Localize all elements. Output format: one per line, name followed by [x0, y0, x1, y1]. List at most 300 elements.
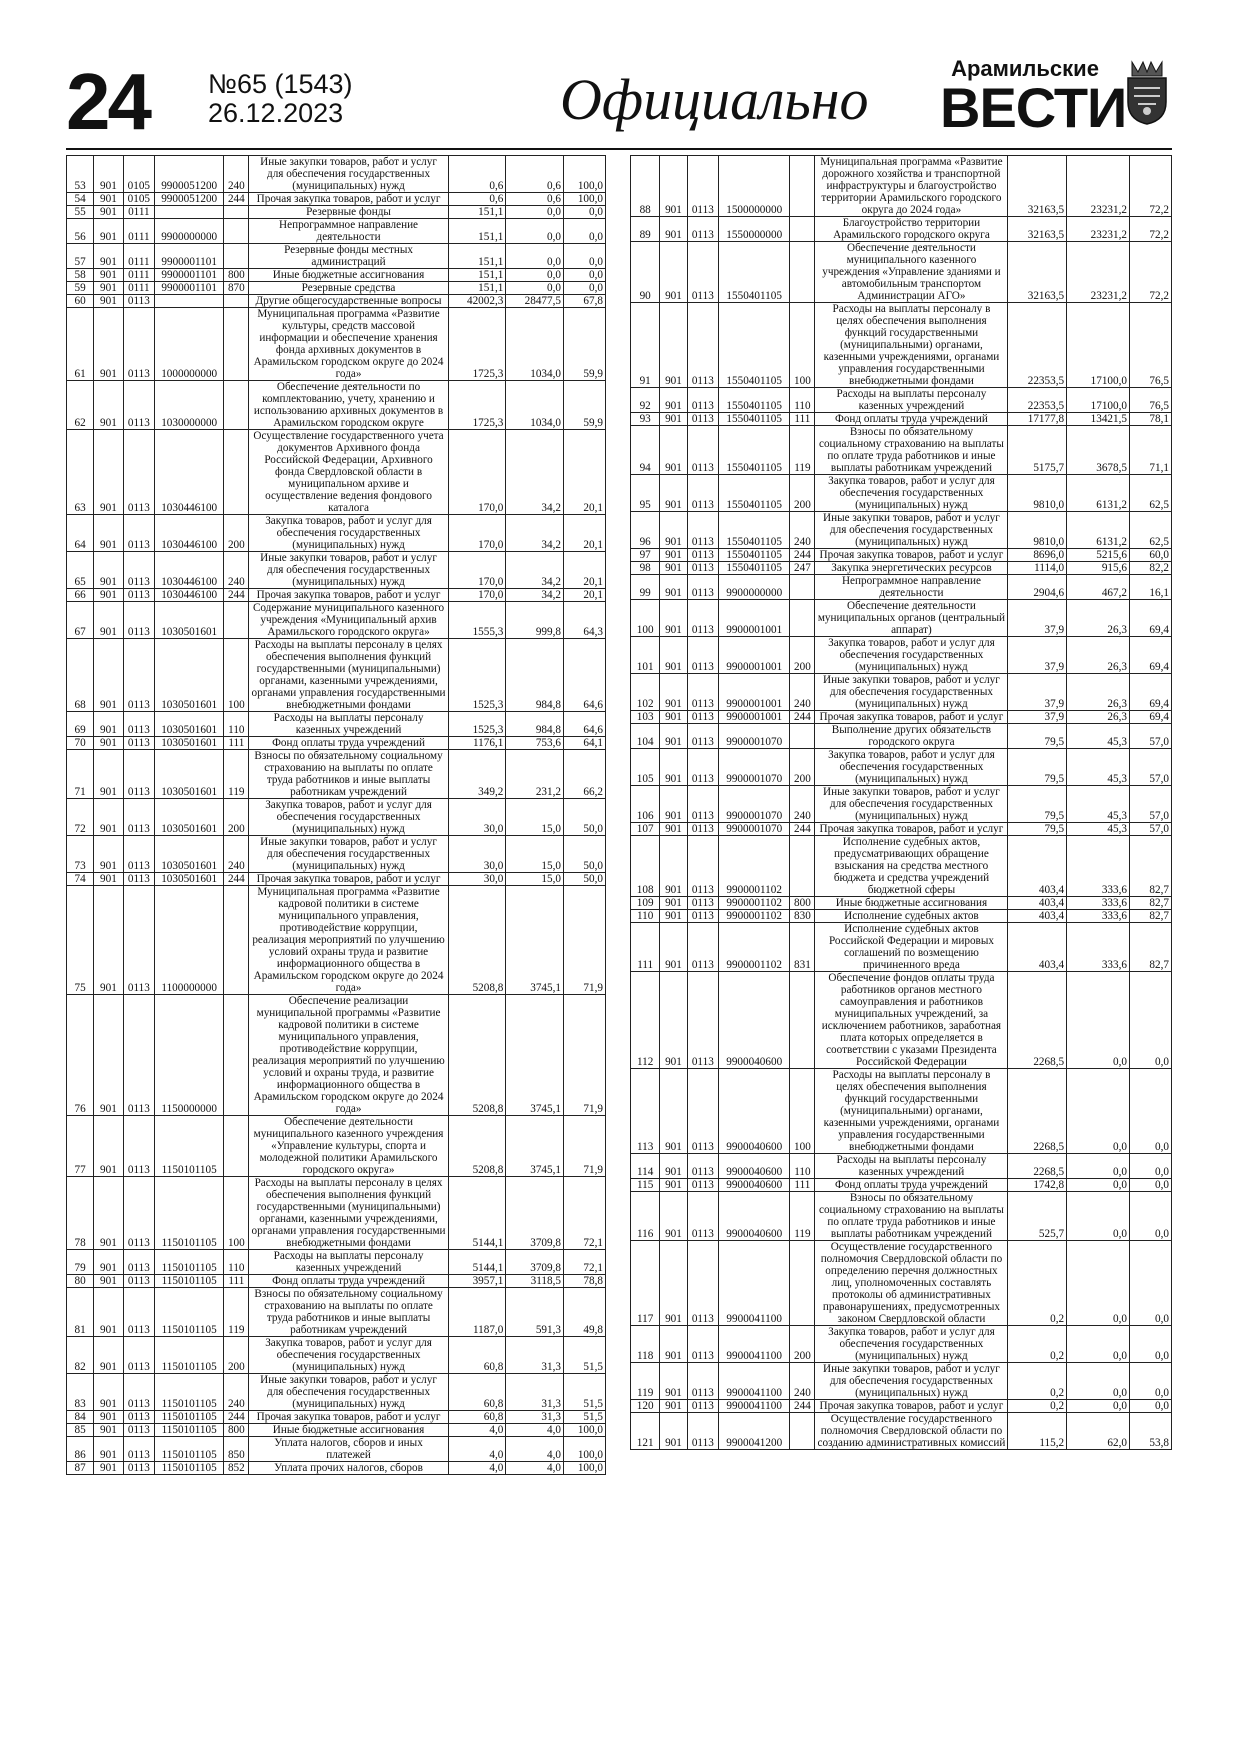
executed-amount: 26,3 — [1067, 711, 1130, 724]
section-code: 0113 — [687, 786, 718, 823]
section-code: 0105 — [123, 193, 154, 206]
execution-percent: 51,5 — [564, 1374, 606, 1411]
item-name: Обеспечение деятельности по комплектованию, учету, хранению и использованию архивных документов в Арамильском городском округе — [249, 381, 448, 430]
table-row — [67, 995, 606, 1116]
section-code: 0113 — [687, 823, 718, 836]
executed-amount: 0,0 — [1067, 1326, 1130, 1363]
item-name: Взносы по обязательному социальному страхованию на выплаты по оплате труда работников и иные выплаты работникам учреждений — [249, 1288, 448, 1337]
target-article-code: 1550401105 — [719, 388, 790, 413]
executed-amount: 31,3 — [506, 1374, 564, 1411]
planned-amount: 0,2 — [1008, 1241, 1067, 1326]
table-row — [67, 156, 606, 193]
item-name: Расходы на выплаты персоналу в целях обеспечения выполнения функций государственными (муниципальными) органами, казенными учреждениями, органами управления государственными внебюджетными фондами — [815, 303, 1008, 388]
target-article-code: 1030501601 — [155, 750, 224, 799]
execution-percent: 69,4 — [1130, 637, 1172, 674]
item-name: Фонд оплаты труда учреждений — [249, 1275, 448, 1288]
expense-type-code: 100 — [790, 1069, 815, 1154]
item-name: Фонд оплаты труда учреждений — [815, 1179, 1008, 1192]
admin-code: 901 — [94, 712, 123, 737]
expense-type-code: 119 — [790, 426, 815, 475]
target-article-code: 1150101105 — [155, 1462, 224, 1475]
execution-percent: 20,1 — [564, 589, 606, 602]
target-article-code — [155, 206, 224, 219]
target-article-code: 1550401105 — [719, 303, 790, 388]
executed-amount: 1034,0 — [506, 381, 564, 430]
row-number: 68 — [67, 639, 94, 712]
section-code: 0113 — [687, 1413, 718, 1450]
planned-amount: 9810,0 — [1008, 512, 1067, 549]
section-code: 0111 — [123, 269, 154, 282]
executed-amount: 6131,2 — [1067, 512, 1130, 549]
row-number: 102 — [631, 674, 660, 711]
budget-table-left — [66, 155, 606, 1475]
item-name: Резервные фонды — [249, 206, 448, 219]
target-article-code: 1150000000 — [155, 995, 224, 1116]
expense-type-code: 244 — [224, 1411, 249, 1424]
target-article-code: 1030000000 — [155, 381, 224, 430]
planned-amount: 115,2 — [1008, 1413, 1067, 1450]
target-article-code: 9900001102 — [719, 923, 790, 972]
item-name: Осуществление государственного полномочия Свердловской области по определению перечня должностных лиц, уполномоченных составлять протоколы об административных правонарушениях, предусмотренных законом Свердловской области — [815, 1241, 1008, 1326]
planned-amount: 2904,6 — [1008, 575, 1067, 600]
target-article-code: 9900000000 — [719, 575, 790, 600]
section-code: 0113 — [123, 639, 154, 712]
target-article-code: 1030501601 — [155, 639, 224, 712]
executed-amount: 467,2 — [1067, 575, 1130, 600]
target-article-code: 1150101105 — [155, 1275, 224, 1288]
planned-amount: 42002,3 — [448, 295, 506, 308]
target-article-code: 1030501601 — [155, 873, 224, 886]
section-code: 0113 — [687, 512, 718, 549]
expense-type-code: 240 — [790, 674, 815, 711]
expense-type-code: 111 — [224, 1275, 249, 1288]
table-row — [67, 430, 606, 515]
planned-amount: 0,2 — [1008, 1400, 1067, 1413]
issue-number: №65 (1543) — [208, 69, 353, 99]
executed-amount: 62,0 — [1067, 1413, 1130, 1450]
planned-amount: 30,0 — [448, 873, 506, 886]
executed-amount: 28477,5 — [506, 295, 564, 308]
section-code: 0113 — [687, 910, 718, 923]
admin-code: 901 — [94, 193, 123, 206]
executed-amount: 3745,1 — [506, 995, 564, 1116]
executed-amount: 0,0 — [506, 244, 564, 269]
issue-date: 26.12.2023 — [208, 98, 344, 128]
execution-percent: 0,0 — [564, 282, 606, 295]
item-name: Благоустройство территории Арамильского городского округа — [815, 217, 1008, 242]
table-row — [631, 388, 1172, 413]
section-code: 0113 — [123, 430, 154, 515]
execution-percent: 72,2 — [1130, 242, 1172, 303]
section-code: 0113 — [687, 923, 718, 972]
expense-type-code: 200 — [224, 799, 249, 836]
planned-amount: 151,1 — [448, 269, 506, 282]
executed-amount: 0,0 — [1067, 1192, 1130, 1241]
execution-percent: 0,0 — [1130, 1400, 1172, 1413]
page-number: 24 — [66, 57, 149, 146]
section-code: 0113 — [123, 1177, 154, 1250]
target-article-code: 1550000000 — [719, 217, 790, 242]
admin-code: 901 — [660, 972, 687, 1069]
item-name: Осуществление государственного полномочия Свердловской области по созданию административных комиссий — [815, 1413, 1008, 1450]
admin-code: 901 — [94, 1374, 123, 1411]
table-row — [67, 799, 606, 836]
item-name: Иные закупки товаров, работ и услуг для обеспечения государственных (муниципальных) нужд — [249, 1374, 448, 1411]
table-row — [67, 1462, 606, 1475]
row-number: 98 — [631, 562, 660, 575]
target-article-code: 9900001070 — [719, 749, 790, 786]
item-name: Иные закупки товаров, работ и услуг для обеспечения государственных (муниципальных) нужд — [815, 786, 1008, 823]
target-article-code: 1030446100 — [155, 589, 224, 602]
section-code: 0113 — [123, 1424, 154, 1437]
admin-code: 901 — [660, 1241, 687, 1326]
section-code: 0113 — [123, 1411, 154, 1424]
execution-percent: 0,0 — [564, 269, 606, 282]
executed-amount: 3678,5 — [1067, 426, 1130, 475]
planned-amount: 5144,1 — [448, 1177, 506, 1250]
executed-amount: 0,0 — [1067, 1069, 1130, 1154]
expense-type-code: 240 — [224, 836, 249, 873]
expense-type-code — [790, 156, 815, 217]
table-row — [631, 1400, 1172, 1413]
execution-percent: 59,9 — [564, 308, 606, 381]
executed-amount: 15,0 — [506, 799, 564, 836]
target-article-code: 9900001101 — [155, 244, 224, 269]
expense-type-code: 119 — [790, 1192, 815, 1241]
executed-amount: 231,2 — [506, 750, 564, 799]
target-article-code: 9900001102 — [719, 836, 790, 897]
row-number: 57 — [67, 244, 94, 269]
admin-code: 901 — [94, 589, 123, 602]
executed-amount: 0,0 — [506, 206, 564, 219]
item-name: Взносы по обязательному социальному страхованию на выплаты по оплате труда работников и иные выплаты работникам учреждений — [249, 750, 448, 799]
target-article-code: 1550401105 — [719, 242, 790, 303]
table-row — [631, 637, 1172, 674]
planned-amount: 22353,5 — [1008, 303, 1067, 388]
executed-amount: 915,6 — [1067, 562, 1130, 575]
execution-percent: 64,1 — [564, 737, 606, 750]
admin-code: 901 — [660, 1069, 687, 1154]
table-row — [67, 1250, 606, 1275]
expense-type-code — [790, 575, 815, 600]
execution-percent: 64,6 — [564, 712, 606, 737]
row-number: 58 — [67, 269, 94, 282]
executed-amount: 5215,6 — [1067, 549, 1130, 562]
executed-amount: 45,3 — [1067, 724, 1130, 749]
execution-percent: 0,0 — [1130, 972, 1172, 1069]
executed-amount: 26,3 — [1067, 637, 1130, 674]
target-article-code: 9900041100 — [719, 1400, 790, 1413]
table-row — [67, 1411, 606, 1424]
target-article-code: 9900040600 — [719, 1192, 790, 1241]
executed-amount: 45,3 — [1067, 786, 1130, 823]
execution-percent: 100,0 — [564, 1462, 606, 1475]
item-name: Непрограммное направление деятельности — [815, 575, 1008, 600]
table-row — [67, 836, 606, 873]
execution-percent: 71,9 — [564, 1116, 606, 1177]
admin-code: 901 — [94, 282, 123, 295]
planned-amount: 403,4 — [1008, 836, 1067, 897]
target-article-code: 9900001070 — [719, 786, 790, 823]
table-row — [67, 750, 606, 799]
item-name: Прочая закупка товаров, работ и услуг — [815, 823, 1008, 836]
execution-percent: 51,5 — [564, 1411, 606, 1424]
execution-percent: 66,2 — [564, 750, 606, 799]
table-row — [67, 193, 606, 206]
section-code: 0113 — [687, 303, 718, 388]
item-name: Расходы на выплаты персоналу казенных учреждений — [249, 1250, 448, 1275]
expense-type-code — [224, 886, 249, 995]
item-name: Расходы на выплаты персоналу казенных учреждений — [815, 1154, 1008, 1179]
execution-percent: 0,0 — [1130, 1154, 1172, 1179]
executed-amount: 34,2 — [506, 552, 564, 589]
table-row — [631, 1192, 1172, 1241]
row-number: 118 — [631, 1326, 660, 1363]
item-name: Иные закупки товаров, работ и услуг для обеспечения государственных (муниципальных) нужд — [249, 836, 448, 873]
executed-amount: 45,3 — [1067, 823, 1130, 836]
executed-amount: 3118,5 — [506, 1275, 564, 1288]
executed-amount: 17100,0 — [1067, 303, 1130, 388]
executed-amount: 15,0 — [506, 836, 564, 873]
section-code: 0113 — [687, 413, 718, 426]
executed-amount: 984,8 — [506, 639, 564, 712]
execution-percent: 100,0 — [564, 156, 606, 193]
planned-amount: 3957,1 — [448, 1275, 506, 1288]
item-name: Расходы на выплаты персоналу казенных учреждений — [249, 712, 448, 737]
admin-code: 901 — [660, 1413, 687, 1450]
target-article-code: 1030501601 — [155, 836, 224, 873]
admin-code: 901 — [94, 244, 123, 269]
admin-code: 901 — [660, 512, 687, 549]
expense-type-code — [224, 602, 249, 639]
item-name: Закупка товаров, работ и услуг для обеспечения государственных (муниципальных) нужд — [815, 749, 1008, 786]
item-name: Уплата налогов, сборов и иных платежей — [249, 1437, 448, 1462]
item-name: Закупка товаров, работ и услуг для обеспечения государственных (муниципальных) нужд — [249, 799, 448, 836]
row-number: 63 — [67, 430, 94, 515]
execution-percent: 62,5 — [1130, 512, 1172, 549]
execution-percent: 0,0 — [1130, 1326, 1172, 1363]
expense-type-code: 110 — [224, 712, 249, 737]
admin-code: 901 — [660, 923, 687, 972]
item-name: Расходы на выплаты персоналу в целях обеспечения выполнения функций государственными (муниципальными) органами, казенными учреждениями, органами управления государственными внебюджетными фондами — [249, 639, 448, 712]
executed-amount: 4,0 — [506, 1462, 564, 1475]
executed-amount: 4,0 — [506, 1437, 564, 1462]
expense-type-code: 100 — [790, 303, 815, 388]
execution-percent: 71,1 — [1130, 426, 1172, 475]
header-rule — [66, 148, 1172, 150]
executed-amount: 333,6 — [1067, 836, 1130, 897]
executed-amount: 23231,2 — [1067, 242, 1130, 303]
row-number: 106 — [631, 786, 660, 823]
planned-amount: 403,4 — [1008, 897, 1067, 910]
section-code: 0113 — [123, 515, 154, 552]
execution-percent: 69,4 — [1130, 711, 1172, 724]
item-name: Исполнение судебных актов — [815, 910, 1008, 923]
executed-amount: 23231,2 — [1067, 156, 1130, 217]
admin-code: 901 — [94, 873, 123, 886]
execution-percent: 78,8 — [564, 1275, 606, 1288]
admin-code: 901 — [660, 711, 687, 724]
planned-amount: 1176,1 — [448, 737, 506, 750]
table-row — [631, 426, 1172, 475]
section-code: 0113 — [687, 475, 718, 512]
execution-percent: 71,9 — [564, 995, 606, 1116]
expense-type-code: 244 — [790, 823, 815, 836]
row-number: 71 — [67, 750, 94, 799]
section-code: 0113 — [687, 1363, 718, 1400]
admin-code: 901 — [660, 1363, 687, 1400]
section-code: 0113 — [687, 156, 718, 217]
execution-percent: 82,7 — [1130, 910, 1172, 923]
admin-code: 901 — [94, 295, 123, 308]
executed-amount: 26,3 — [1067, 600, 1130, 637]
item-name: Осуществление государственного учета документов Архивного фонда Российской Федерации, Архивного фонда Свердловской области в муниципальном архиве и осуществление ведения фондового каталога — [249, 430, 448, 515]
row-number: 105 — [631, 749, 660, 786]
item-name: Расходы на выплаты персоналу казенных учреждений — [815, 388, 1008, 413]
executed-amount: 0,6 — [506, 156, 564, 193]
execution-percent: 69,4 — [1130, 600, 1172, 637]
row-number: 56 — [67, 219, 94, 244]
issue-info — [208, 70, 353, 128]
row-number: 88 — [631, 156, 660, 217]
item-name: Обеспечение деятельности муниципального казенного учреждения «Управление зданиями и автомобильным транспортом Администрации АГО» — [815, 242, 1008, 303]
row-number: 91 — [631, 303, 660, 388]
expense-type-code: 111 — [790, 413, 815, 426]
item-name: Закупка товаров, работ и услуг для обеспечения государственных (муниципальных) нужд — [815, 1326, 1008, 1363]
planned-amount: 0,2 — [1008, 1363, 1067, 1400]
planned-amount: 170,0 — [448, 552, 506, 589]
planned-amount: 151,1 — [448, 206, 506, 219]
admin-code: 901 — [660, 1192, 687, 1241]
execution-percent: 72,2 — [1130, 156, 1172, 217]
admin-code: 901 — [660, 823, 687, 836]
executed-amount: 34,2 — [506, 589, 564, 602]
planned-amount: 1114,0 — [1008, 562, 1067, 575]
table-row — [67, 1288, 606, 1337]
expense-type-code: 111 — [224, 737, 249, 750]
expense-type-code: 244 — [790, 711, 815, 724]
target-article-code: 9900040600 — [719, 1154, 790, 1179]
execution-percent: 72,2 — [1130, 217, 1172, 242]
admin-code: 901 — [660, 549, 687, 562]
expense-type-code: 244 — [790, 1400, 815, 1413]
target-article-code: 9900001101 — [155, 282, 224, 295]
expense-type-code: 200 — [224, 1337, 249, 1374]
section-code: 0113 — [123, 836, 154, 873]
expense-type-code: 850 — [224, 1437, 249, 1462]
planned-amount: 5144,1 — [448, 1250, 506, 1275]
execution-percent: 0,0 — [564, 219, 606, 244]
table-row — [67, 712, 606, 737]
target-article-code: 9900051200 — [155, 193, 224, 206]
target-article-code: 1150101105 — [155, 1337, 224, 1374]
executed-amount: 333,6 — [1067, 897, 1130, 910]
row-number: 90 — [631, 242, 660, 303]
table-row — [631, 711, 1172, 724]
planned-amount: 0,6 — [448, 193, 506, 206]
table-row — [67, 602, 606, 639]
expense-type-code — [790, 1241, 815, 1326]
execution-percent: 50,0 — [564, 836, 606, 873]
target-article-code: 9900001102 — [719, 910, 790, 923]
planned-amount: 37,9 — [1008, 711, 1067, 724]
table-row — [67, 206, 606, 219]
table-row — [631, 600, 1172, 637]
table-row — [67, 886, 606, 995]
target-article-code: 1100000000 — [155, 886, 224, 995]
expense-type-code: 800 — [224, 269, 249, 282]
executed-amount: 13421,5 — [1067, 413, 1130, 426]
executed-amount: 591,3 — [506, 1288, 564, 1337]
expense-type-code: 200 — [790, 749, 815, 786]
expense-type-code: 111 — [790, 1179, 815, 1192]
expense-type-code: 244 — [790, 549, 815, 562]
row-number: 121 — [631, 1413, 660, 1450]
executed-amount: 23231,2 — [1067, 217, 1130, 242]
admin-code: 901 — [660, 897, 687, 910]
expense-type-code — [224, 206, 249, 219]
execution-percent: 0,0 — [564, 244, 606, 269]
row-number: 82 — [67, 1337, 94, 1374]
section-code: 0113 — [123, 750, 154, 799]
table-row — [67, 1337, 606, 1374]
execution-percent: 82,7 — [1130, 923, 1172, 972]
admin-code: 901 — [660, 1179, 687, 1192]
expense-type-code: 240 — [224, 156, 249, 193]
item-name: Исполнение судебных актов Российской Федерации и мировых соглашений по возмещению причиненного вреда — [815, 923, 1008, 972]
admin-code: 901 — [660, 600, 687, 637]
expense-type-code: 200 — [790, 637, 815, 674]
execution-percent: 20,1 — [564, 515, 606, 552]
table-row — [67, 1275, 606, 1288]
row-number: 87 — [67, 1462, 94, 1475]
table-row — [631, 303, 1172, 388]
section-code: 0113 — [687, 575, 718, 600]
table-row — [631, 1363, 1172, 1400]
expense-type-code: 244 — [224, 589, 249, 602]
expense-type-code: 247 — [790, 562, 815, 575]
admin-code: 901 — [660, 786, 687, 823]
expense-type-code — [224, 995, 249, 1116]
expense-type-code: 119 — [224, 1288, 249, 1337]
item-name: Обеспечение деятельности муниципального казенного учреждения «Управление культуры, спорта и молодежной политики Арамильского городского округа» — [249, 1116, 448, 1177]
expense-type-code — [224, 430, 249, 515]
table-row — [631, 575, 1172, 600]
row-number: 109 — [631, 897, 660, 910]
item-name: Иные закупки товаров, работ и услуг для обеспечения государственных (муниципальных) нужд — [815, 512, 1008, 549]
expense-type-code: 240 — [790, 1363, 815, 1400]
row-number: 77 — [67, 1116, 94, 1177]
planned-amount: 32163,5 — [1008, 217, 1067, 242]
row-number: 115 — [631, 1179, 660, 1192]
expense-type-code — [224, 381, 249, 430]
table-row — [631, 1154, 1172, 1179]
table-row — [631, 1241, 1172, 1326]
admin-code: 901 — [94, 1462, 123, 1475]
table-row — [67, 219, 606, 244]
planned-amount: 1725,3 — [448, 381, 506, 430]
planned-amount: 32163,5 — [1008, 242, 1067, 303]
admin-code: 901 — [94, 381, 123, 430]
executed-amount: 3745,1 — [506, 886, 564, 995]
executed-amount: 984,8 — [506, 712, 564, 737]
executed-amount: 0,6 — [506, 193, 564, 206]
executed-amount: 0,0 — [506, 282, 564, 295]
section-code: 0113 — [687, 1241, 718, 1326]
target-article-code: 9900000000 — [155, 219, 224, 244]
admin-code: 901 — [660, 1400, 687, 1413]
execution-percent: 76,5 — [1130, 303, 1172, 388]
